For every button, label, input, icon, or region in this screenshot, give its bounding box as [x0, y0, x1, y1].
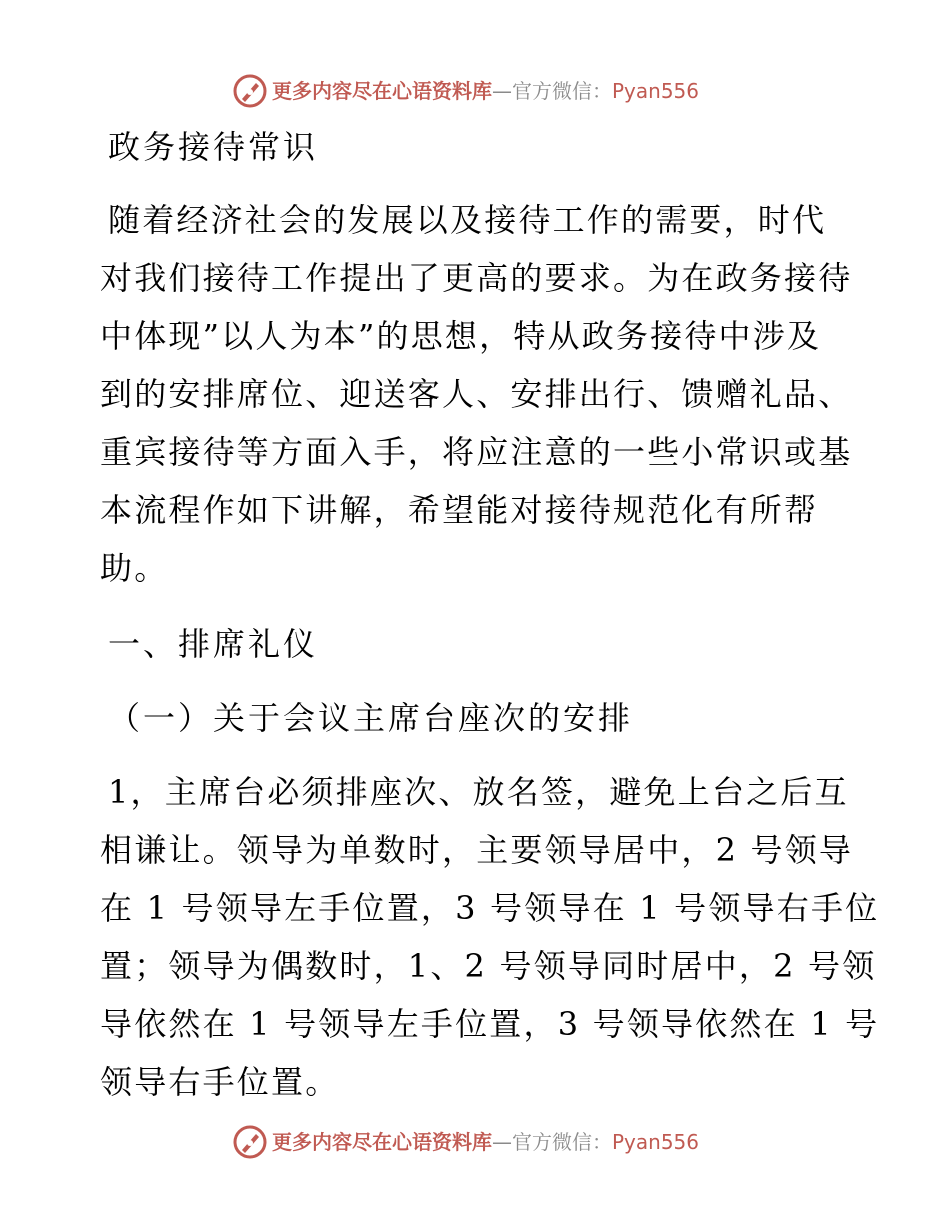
- banner-wechat-label: —官方微信：: [492, 1130, 612, 1154]
- banner-library-text: 更多内容尽在心语资料库: [272, 79, 492, 103]
- subsection-heading: （一）关于会议主席台座次的安排: [108, 699, 634, 737]
- page-title: 政务接待常识: [108, 128, 319, 166]
- intro-line: 对我们接待工作提出了更高的要求。为在政务接待: [100, 259, 853, 297]
- footer-banner: [0, 1122, 950, 1162]
- item-line: 领导右手位置。: [100, 1063, 340, 1101]
- intro-line: 重宾接待等方面入手，将应注意的一些小常识或基: [100, 433, 853, 471]
- intro-line: 中体现”以人为本”的思想，特从政务接待中涉及: [100, 317, 822, 355]
- intro-line: 随着经济社会的发展以及接待工作的需要，时代: [108, 201, 827, 239]
- section-heading: 一、排席礼仪: [108, 625, 319, 663]
- item-line: 置；领导为偶数时，1、2 号领导同时居中，2 号领: [100, 947, 877, 985]
- intro-line: 助。: [100, 549, 169, 587]
- item-line: 导依然在 1 号领导左手位置，3 号领导依然在 1 号: [100, 1005, 880, 1043]
- banner-wechat-id: Pyan556: [612, 79, 700, 103]
- item-line: 在 1 号领导左手位置，3 号领导在 1 号领导右手位: [100, 889, 880, 927]
- banner-library-text: 更多内容尽在心语资料库: [272, 1130, 492, 1154]
- banner-wechat-id: Pyan556: [612, 1130, 700, 1154]
- item-line: 相谦让。领导为单数时，主要领导居中，2 号领导: [100, 831, 854, 869]
- pen-logo-icon: [232, 1124, 268, 1160]
- intro-line: 本流程作如下讲解，希望能对接待规范化有所帮: [100, 491, 819, 529]
- banner-text: [272, 1128, 699, 1156]
- intro-line: 到的安排席位、迎送客人、安排出行、馈赠礼品、: [100, 375, 853, 413]
- item-line: 1，主席台必须排座次、放名签，避免上台之后互: [108, 773, 849, 811]
- banner-wechat-label: —官方微信：: [492, 79, 612, 103]
